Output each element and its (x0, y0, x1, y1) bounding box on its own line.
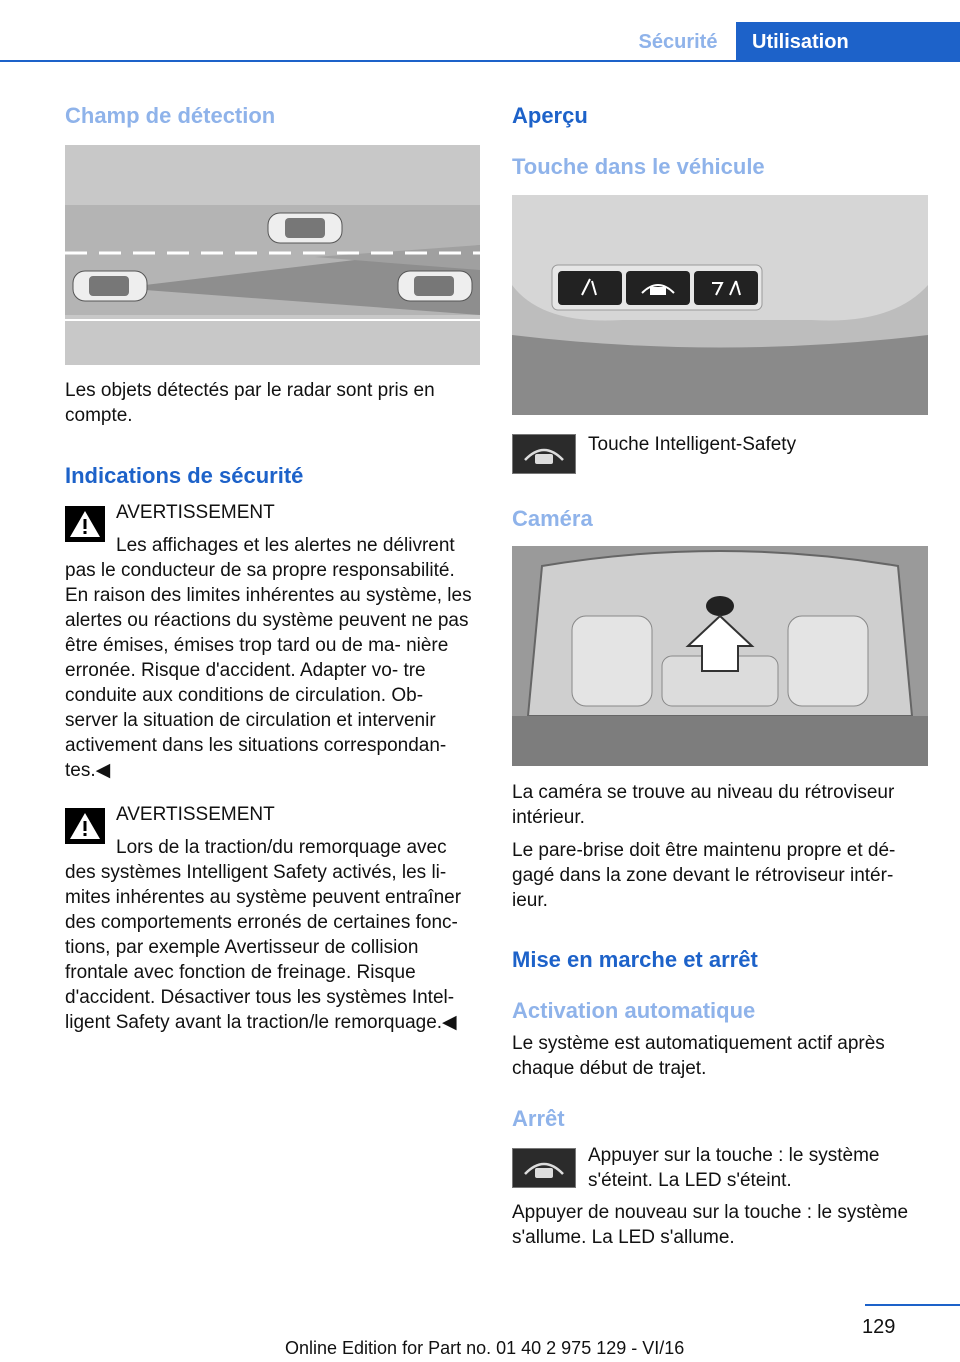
button-panel-illustration (512, 195, 928, 415)
subtitle-camera: Caméra (512, 506, 593, 531)
car-top (268, 213, 342, 243)
footer-edition: Online Edition for Part no. 01 40 2 975 129 - VI/16 (285, 1338, 685, 1358)
radar-diagram (65, 145, 480, 365)
arret-text-2: Appuyer de nouveau sur la touche : le système s'allume. La LED s'allume. (512, 1202, 909, 1248)
tab-utilisation[interactable]: Utilisation (736, 22, 960, 62)
camera-paragraph-1: La caméra se trouve au niveau du rétroviseur intérieur. (512, 782, 895, 828)
page-number: 129 (862, 1316, 896, 1338)
warning-triangle-icon (65, 506, 105, 542)
activation-text: Le système est automatiquement actif après chaque début de trajet. (512, 1033, 885, 1079)
car-left (73, 271, 147, 301)
button-panel-figure (512, 195, 928, 415)
radar-caption: Les objets détectés par le radar sont pris en compte. (65, 380, 435, 426)
section-title-champ: Champ de détection (65, 103, 276, 128)
camera-paragraph-2: Le pare-brise doit être maintenu propre et dé‐ gagé dans la zone devant le rétroviseur intér‐ ieur. (512, 840, 896, 911)
section-title-securite: Indications de sécurité (65, 463, 304, 488)
warning2-label: AVERTISSEMENT (116, 804, 275, 825)
radar-detection-figure (65, 145, 480, 365)
section-title-marche: Mise en marche et arrêt (512, 947, 758, 972)
warning1-first-line: Les affichages et les alertes ne délivrent (116, 535, 455, 556)
subtitle-activation: Activation automatique (512, 998, 756, 1023)
warning1-label: AVERTISSEMENT (116, 502, 275, 523)
header-rule (0, 60, 960, 62)
intelligent-safety-icon (512, 1148, 576, 1188)
camera-illustration (512, 546, 928, 766)
warning2-text: des systèmes Intelligent Safety activés, les li‐ mites inhérentes au système peuvent entraîner des comportements erronés de certaines fonc‐ tions, par exemple Avertisseur de collision frontale avec fonction de freinage. Risque d'accident. Désactiver tous les systèmes Intel‐ ligent Safety avant la traction/le remorquage.◀ (65, 862, 462, 1033)
tab-securite[interactable]: Sécurité (638, 30, 718, 53)
touche-caption: Touche Intelligent-Safety (588, 434, 797, 455)
car-right (398, 271, 472, 301)
intelligent-safety-icon (512, 434, 576, 474)
footer-rule (865, 1304, 960, 1306)
warning1-text: pas le conducteur de sa propre responsabilité. En raison des limites inhérentes au système, les alertes ou réactions du système peuvent ne pas être émises, émises trop tard ou de ma‐ nière erronée. Risque d'accident. Adapter vo‐ tre conduite aux conditions de circulation. Ob‐ server la situation de circulation et intervenir activement dans les situations correspondan‐ tes.◀ (65, 560, 472, 781)
warning2-first-line: Lors de la traction/du remorquage avec (116, 837, 447, 858)
arret-text: Appuyer sur la touche : le système s'éteint. La LED s'éteint. (588, 1145, 880, 1191)
camera-figure (512, 546, 928, 766)
subtitle-touche: Touche dans le véhicule (512, 154, 765, 179)
warning-triangle-icon (65, 808, 105, 844)
section-title-apercu: Aperçu (512, 103, 588, 128)
subtitle-arret: Arrêt (512, 1106, 565, 1131)
